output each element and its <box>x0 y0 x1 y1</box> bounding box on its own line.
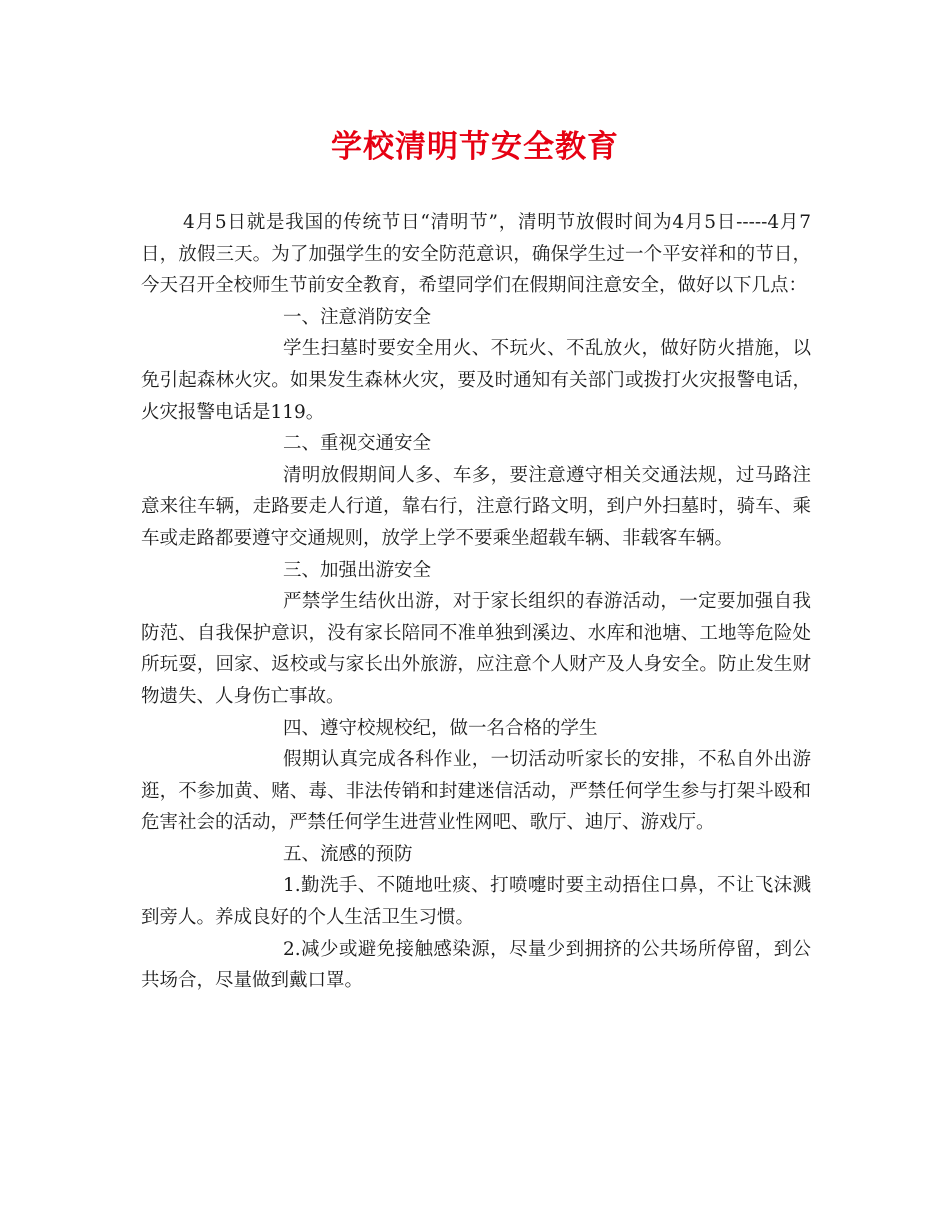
section-paragraph-travel-safety: 严禁学生结伙出游，对于家长组织的春游活动，一定要加强自我防范、自我保护意识，没有家长陪同不准单独到溪边、水库和池塘、工地等危险处所玩耍，回家、返校或与家长出外旅游，应注意个人财产及人身安全。防止发生财物遗失、人身伤亡事故。 <box>141 591 811 707</box>
intro-paragraph: 4月5日就是我国的传统节日“清明节”，清明节放假时间为4月5日-----4月7日，放假三天。为了加强学生的安全防范意识，确保学生过一个平安祥和的节日，今天召开全校师生节前安全教育，希望同学们在假期间注意安全，做好以下几点： <box>141 212 811 297</box>
section-paragraph-fire-safety: 学生扫墓时要安全用火、不玩火、不乱放火，做好防火措施，以免引起森林火灾。如果发生森林火灾，要及时通知有关部门或拨打火灾报警电话，火灾报警电话是119。 <box>141 338 811 423</box>
section-heading-flu-prevention: 五、流感的预防 <box>283 843 413 865</box>
section-paragraph-traffic-safety: 清明放假期间人多、车多，要注意遵守相关交通法规，过马路注意来往车辆，走路要走人行道，靠右行，注意行路文明，到户外扫墓时，骑车、乘车或走路都要遵守交通规则，放学上学不要乘坐超载车辆、非载客车辆。 <box>141 464 811 549</box>
document-title: 学校清明节安全教育 <box>331 129 619 165</box>
section-heading-fire-safety: 一、注意消防安全 <box>283 306 432 328</box>
section-paragraph-school-rules: 假期认真完成各科作业，一切活动听家长的安排，不私自外出游逛，不参加黄、赌、毒、非法传销和封建迷信活动，严禁任何学生参与打架斗殴和危害社会的活动，严禁任何学生进营业性网吧、歌厅、迪厅、游戏厅。 <box>141 749 811 834</box>
section-paragraph-flu-prevention-2: 2.减少或避免接触感染源，尽量少到拥挤的公共场所停留，到公共场合，尽量做到戴口罩。 <box>141 938 811 992</box>
section-heading-travel-safety: 三、加强出游安全 <box>283 559 432 581</box>
section-heading-school-rules: 四、遵守校规校纪，做一名合格的学生 <box>283 717 598 739</box>
document-body <box>141 207 811 997</box>
section-paragraph-flu-prevention-1: 1.勤洗手、不随地吐痰、打喷嚏时要主动捂住口鼻，不让飞沫溅到旁人。养成良好的个人生活卫生习惯。 <box>141 875 811 929</box>
section-heading-traffic-safety: 二、重视交通安全 <box>283 433 432 455</box>
